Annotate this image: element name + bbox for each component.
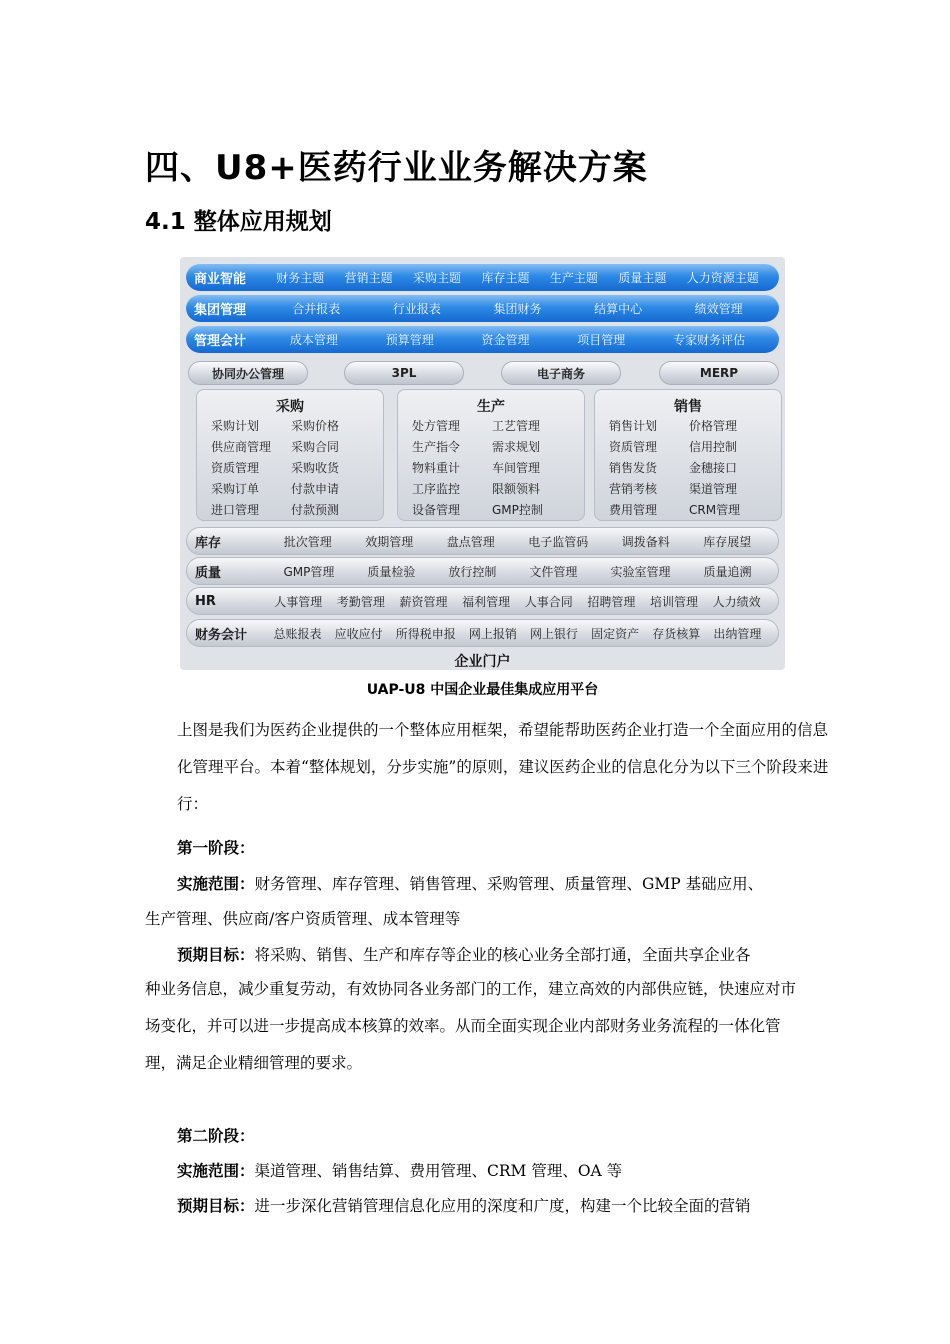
phase1-scope-text: 财务管理、库存管理、销售管理、采购管理、质量管理、GMP 基础应用、 — [254, 875, 764, 893]
module-label: 固定资产 — [591, 626, 640, 641]
page-heading: 四、U8+医药行业业务解决方案 — [145, 148, 648, 188]
module-label: 成本管理 — [289, 332, 338, 347]
module-label: 处方管理 — [412, 419, 461, 433]
module-label: 所得税申报 — [395, 626, 456, 641]
architecture-diagram — [180, 257, 785, 670]
module-label: 结算中心 — [594, 301, 643, 316]
module-label: 进口管理 — [211, 503, 260, 517]
module-box-2 — [397, 389, 585, 521]
module-label: 生产主题 — [549, 270, 598, 285]
module-label: 网上银行 — [530, 626, 579, 641]
module-label: 实验室管理 — [610, 564, 671, 579]
module-label: 绩效管理 — [694, 301, 743, 316]
phase1-scope-line2: 生产管理、供应商/客户资质管理、成本管理等 — [145, 910, 461, 928]
module-label: GMP管理 — [283, 564, 335, 579]
module-label: 采购价格 — [291, 419, 340, 433]
module-label: 金穗接口 — [689, 461, 738, 475]
module-label: 质量主题 — [618, 270, 667, 285]
function-bar-4 — [186, 619, 779, 647]
phase1-title: 第一阶段： — [177, 839, 255, 857]
module-label: 预算管理 — [385, 332, 434, 347]
module-label: 资金管理 — [481, 332, 530, 347]
module-label: 人事合同 — [524, 594, 573, 609]
module-label: 财务主题 — [276, 270, 325, 285]
module-label: 采购收货 — [291, 461, 340, 475]
module-label: 销售计划 — [609, 419, 658, 433]
module-label: 采购主题 — [413, 270, 462, 285]
pill-2: 3PL — [344, 361, 464, 385]
module-box-title: 采购 — [276, 399, 304, 415]
module-label: 行业报表 — [392, 301, 441, 316]
module-label: 营销主题 — [344, 270, 393, 285]
phase2-scope-text: 渠道管理、销售结算、费用管理、CRM 管理、OA 等 — [254, 1162, 623, 1180]
module-label: 批次管理 — [283, 534, 332, 549]
phase2-goal-label: 预期目标： — [177, 1197, 255, 1215]
module-label: 价格管理 — [689, 419, 738, 433]
phase1-scope-label: 实施范围： — [177, 875, 255, 893]
module-label: 培训管理 — [650, 594, 699, 609]
module-label: 需求规划 — [492, 440, 541, 454]
module-box-1 — [196, 389, 384, 521]
function-bar-3-title: HR — [195, 593, 216, 609]
module-label: 合并报表 — [292, 301, 341, 316]
phase2-goal-text: 进一步深化营销管理信息化应用的深度和广度，构建一个比较全面的营销 — [254, 1197, 751, 1215]
pill-1: 协同办公管理 — [188, 361, 308, 385]
module-label: 盘点管理 — [446, 534, 495, 549]
phase1-scope-line1 — [145, 872, 839, 894]
middle-pill-row — [186, 361, 779, 385]
pill-4: MERP — [659, 361, 779, 385]
module-label: 信用控制 — [689, 440, 738, 454]
module-label: GMP控制 — [492, 503, 543, 517]
module-label: 电子监管码 — [528, 534, 589, 549]
phase2-scope-line — [145, 1159, 839, 1181]
bi-bar-3 — [186, 325, 779, 353]
module-label: 应收应付 — [334, 626, 383, 641]
module-label: 质量检验 — [367, 564, 416, 579]
section-heading: 4.1 整体应用规划 — [145, 209, 332, 235]
module-label: 质量追溯 — [703, 564, 752, 579]
phase2-title: 第二阶段： — [177, 1127, 255, 1145]
module-label: 薪资管理 — [399, 594, 448, 609]
phase2-scope-label: 实施范围： — [177, 1162, 255, 1180]
function-bar-1-title: 库存 — [195, 535, 222, 551]
function-bar-1 — [186, 527, 779, 555]
module-label: 车间管理 — [492, 461, 541, 475]
phase1-goal-text: 将采购、销售、生产和库存等企业的核心业务全部打通，全面共享企业各 — [254, 946, 751, 964]
module-box-title: 生产 — [477, 399, 505, 415]
module-label: 库存主题 — [481, 270, 530, 285]
module-label: 生产指令 — [412, 440, 461, 454]
module-label: 采购计划 — [211, 419, 260, 433]
module-label: 采购合同 — [291, 440, 340, 454]
module-label: 调拨备料 — [621, 534, 670, 549]
module-label: 招聘管理 — [587, 594, 636, 609]
module-label: 销售发货 — [609, 461, 658, 475]
module-label: 渠道管理 — [689, 482, 738, 496]
module-label: 营销考核 — [609, 482, 658, 496]
module-label: 物料重计 — [412, 461, 461, 475]
module-label: 资质管理 — [609, 440, 658, 454]
module-label: 付款预测 — [291, 503, 340, 517]
module-label: 限额领料 — [492, 482, 541, 496]
module-label: 采购订单 — [211, 482, 260, 496]
module-label: 放行控制 — [448, 564, 497, 579]
function-bar-2-title: 质量 — [195, 565, 222, 581]
bi-bar-3-title: 管理会计 — [194, 333, 247, 349]
module-label: 供应商管理 — [211, 440, 272, 454]
module-label: 付款申请 — [291, 482, 340, 496]
bi-bar-1 — [186, 263, 779, 291]
module-label: 效期管理 — [365, 534, 414, 549]
module-label: 人力资源主题 — [686, 270, 759, 285]
bi-bar-2 — [186, 294, 779, 322]
phase1-goal-rest: 种业务信息，减少重复劳动，有效协同各业务部门的工作，建立高效的内部供应链，快速应对市场变化，并可以进一步提高成本核算的效率。从而全面实现企业内部财务业务流程的一体化管理，满足企业精细管理的要求。 — [145, 980, 797, 1072]
portal-label: 企业门户 — [454, 654, 511, 670]
module-label: 文件管理 — [529, 564, 578, 579]
module-label: 存货核算 — [652, 626, 701, 641]
phase1-goal-line1 — [145, 943, 839, 965]
module-label: 费用管理 — [609, 503, 658, 517]
intro-paragraph: 上图是我们为医药企业提供的一个整体应用框架，希望能帮助医药企业打造一个全面应用的信息化管理平台。本着“整体规划，分步实施”的原则，建议医药企业的信息化分为以下三个阶段来进行： — [177, 721, 829, 813]
module-label: 人事管理 — [274, 594, 323, 609]
module-label: 集团财务 — [493, 301, 542, 316]
phase2-goal-line — [145, 1194, 839, 1216]
function-bar-3 — [186, 587, 779, 615]
module-label: 专家财务评估 — [673, 332, 746, 347]
phase1-goal-label: 预期目标： — [177, 946, 255, 964]
module-label: CRM管理 — [689, 503, 741, 517]
module-label: 出纳管理 — [713, 626, 762, 641]
module-label: 库存展望 — [703, 534, 752, 549]
diagram-caption: UAP-U8 中国企业最佳集成应用平台 — [366, 682, 599, 698]
module-label: 考勤管理 — [336, 594, 385, 609]
module-label: 工序监控 — [412, 482, 461, 496]
module-box-title: 销售 — [674, 399, 702, 415]
module-box-3 — [594, 389, 782, 521]
module-label: 工艺管理 — [492, 419, 541, 433]
module-label: 人力绩效 — [712, 594, 761, 609]
module-label: 福利管理 — [462, 594, 511, 609]
function-bar-4-title: 财务会计 — [195, 627, 248, 643]
module-label: 资质管理 — [211, 461, 260, 475]
function-bar-2 — [186, 557, 779, 585]
module-label: 总账报表 — [273, 626, 322, 641]
bi-bar-1-title: 商业智能 — [194, 271, 247, 287]
module-label: 项目管理 — [577, 332, 626, 347]
module-label: 设备管理 — [412, 503, 461, 517]
bi-bar-2-title: 集团管理 — [194, 302, 247, 318]
pill-3: 电子商务 — [501, 361, 621, 385]
module-label: 网上报销 — [468, 626, 517, 641]
